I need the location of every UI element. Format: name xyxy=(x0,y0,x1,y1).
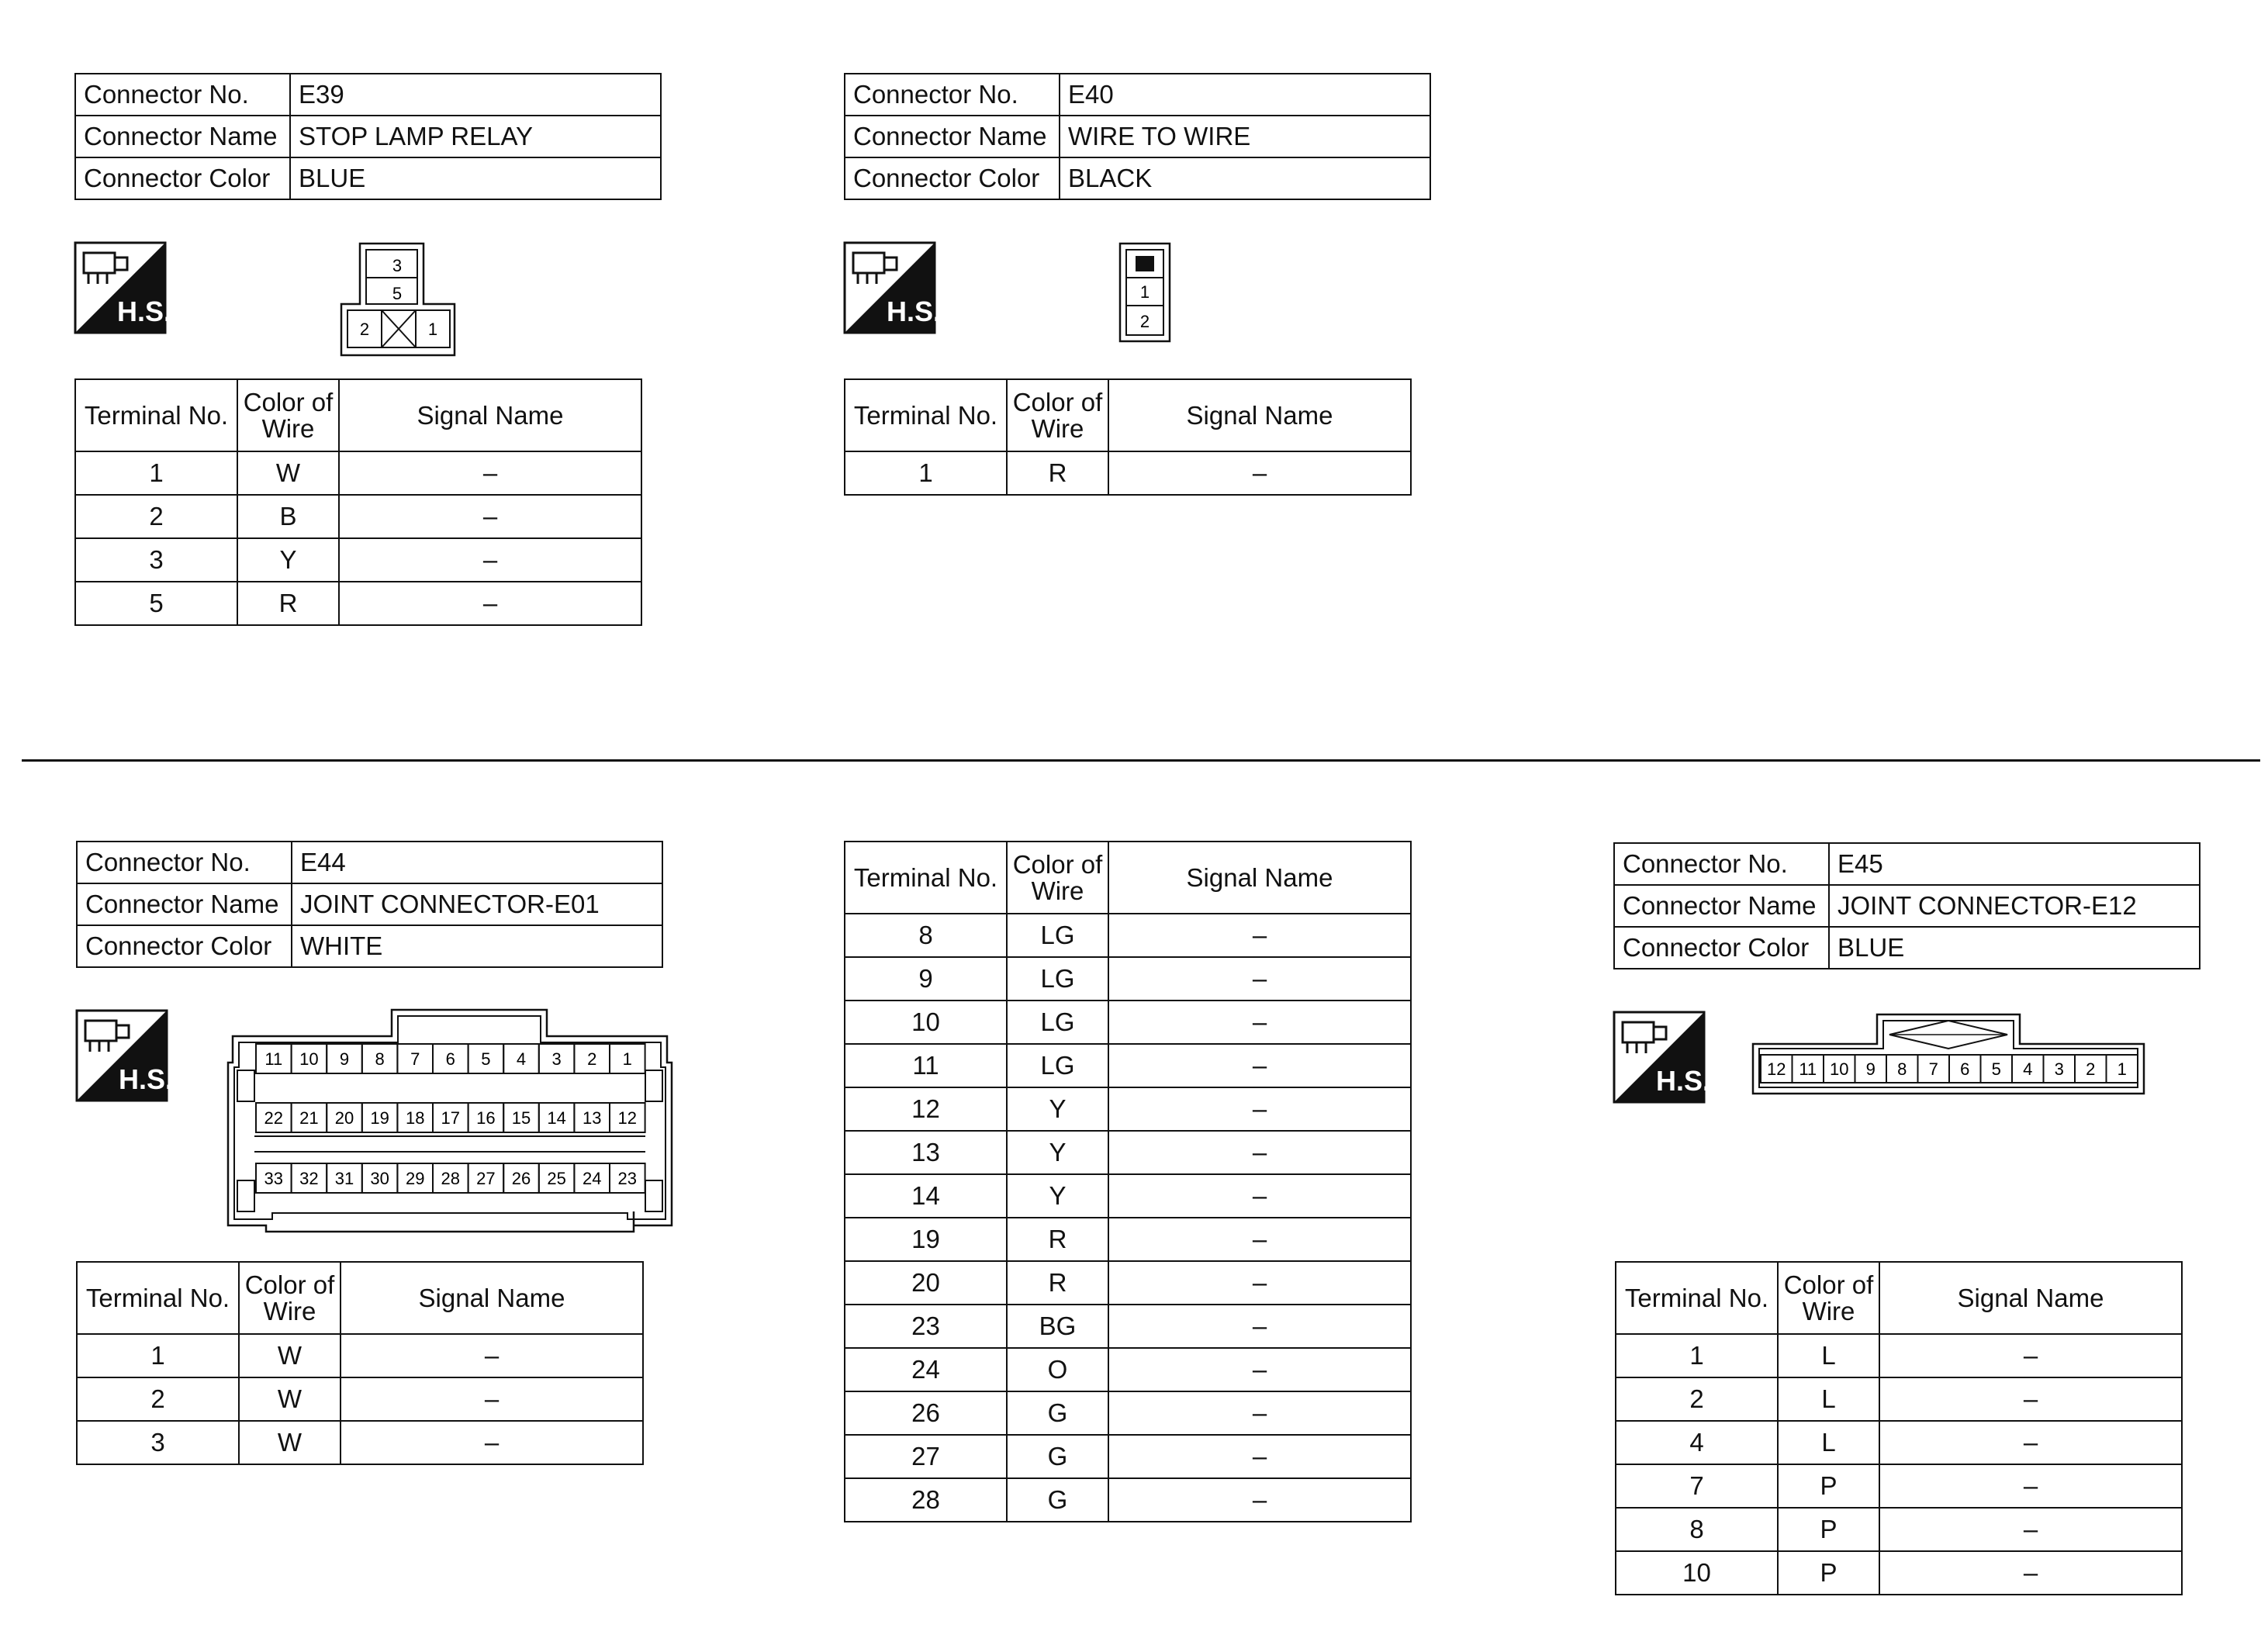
e40-terminal-table xyxy=(844,378,1412,496)
terminal-no: 5 xyxy=(75,582,237,625)
info-label: Connector No. xyxy=(75,74,290,116)
terminal-header-row xyxy=(845,842,1411,914)
terminal-no: 14 xyxy=(845,1174,1007,1218)
pin-label: 15 xyxy=(511,1108,531,1128)
table-row xyxy=(1616,1464,2182,1508)
pin-label: 1 xyxy=(2117,1059,2127,1079)
info-row-name xyxy=(1614,885,2200,927)
header-line: Wire xyxy=(1802,1296,1855,1325)
table-row xyxy=(845,1305,1411,1348)
connector-name-value: JOINT CONNECTOR-E01 xyxy=(292,883,662,925)
table-row xyxy=(1616,1551,2182,1595)
signal-name: – xyxy=(1108,1348,1411,1391)
terminal-no: 20 xyxy=(845,1261,1007,1305)
hs-label: H.S. xyxy=(116,295,172,327)
e40-info-table xyxy=(844,73,1431,200)
wire-color: G xyxy=(1007,1435,1108,1478)
connector-name-value: STOP LAMP RELAY xyxy=(290,116,661,157)
pin-label: 7 xyxy=(410,1049,420,1069)
info-row-name xyxy=(77,883,662,925)
pin-label: 28 xyxy=(441,1169,461,1188)
color-of-wire-header xyxy=(1007,379,1108,451)
color-of-wire-header xyxy=(1778,1262,1879,1334)
pin-label: 8 xyxy=(1897,1059,1907,1079)
terminal-no: 9 xyxy=(845,957,1007,1001)
pin-label: 23 xyxy=(617,1169,638,1188)
pin-label: 10 xyxy=(299,1049,319,1069)
pin-label: 16 xyxy=(476,1108,496,1128)
table-row xyxy=(75,538,641,582)
color-of-wire-header xyxy=(239,1262,341,1334)
signal-name: – xyxy=(1879,1464,2182,1508)
connector-name-value: JOINT CONNECTOR-E12 xyxy=(1829,885,2200,927)
signal-name: – xyxy=(1108,914,1411,957)
signal-name-header: Signal Name xyxy=(341,1262,643,1334)
header-line: Color of xyxy=(1012,387,1103,416)
pin-label: 8 xyxy=(375,1049,385,1069)
pin-label: 25 xyxy=(547,1169,566,1188)
terminal-no: 2 xyxy=(75,495,237,538)
table-row xyxy=(1616,1377,2182,1421)
harness-side-icon xyxy=(74,242,172,334)
signal-name: – xyxy=(1879,1377,2182,1421)
signal-name: – xyxy=(339,495,641,538)
info-label: Connector Color xyxy=(75,157,290,199)
signal-name: – xyxy=(341,1377,643,1421)
table-row xyxy=(77,1334,643,1377)
info-label: Connector No. xyxy=(77,842,292,883)
signal-name-header: Signal Name xyxy=(339,379,641,451)
pin-label: 18 xyxy=(405,1108,425,1128)
pin-label: 13 xyxy=(582,1108,602,1128)
wire-color: BG xyxy=(1007,1305,1108,1348)
connector-color-value: BLACK xyxy=(1060,157,1430,199)
wire-color: O xyxy=(1007,1348,1108,1391)
terminal-no-header: Terminal No. xyxy=(1616,1262,1778,1334)
pin-label: 4 xyxy=(516,1049,527,1069)
table-row xyxy=(75,495,641,538)
connector-no-value: E44 xyxy=(292,842,662,883)
signal-name: – xyxy=(1108,1218,1411,1261)
table-row xyxy=(845,1087,1411,1131)
e45-info-table xyxy=(1613,842,2200,969)
table-row xyxy=(845,1478,1411,1522)
info-row-color xyxy=(75,157,661,199)
pin-label: 2 xyxy=(2086,1059,2096,1079)
wire-color: P xyxy=(1778,1464,1879,1508)
table-row xyxy=(845,1174,1411,1218)
e44-info-table xyxy=(76,841,663,968)
terminal-no-header: Terminal No. xyxy=(77,1262,239,1334)
pin-label: 2 xyxy=(587,1049,597,1069)
terminal-no: 28 xyxy=(845,1478,1007,1522)
wire-color: B xyxy=(237,495,339,538)
connector-color-value: BLUE xyxy=(290,157,661,199)
info-label: Connector Color xyxy=(1614,927,1829,969)
connector-name-value: WIRE TO WIRE xyxy=(1060,116,1430,157)
connector-color-value: WHITE xyxy=(292,925,662,967)
terminal-no-header: Terminal No. xyxy=(845,379,1007,451)
terminal-no: 26 xyxy=(845,1391,1007,1435)
pin-label: 1 xyxy=(427,320,438,339)
signal-name: – xyxy=(341,1334,643,1377)
terminal-no: 1 xyxy=(75,451,237,495)
wire-color: Y xyxy=(237,538,339,582)
e45-terminal-table xyxy=(1615,1261,2183,1595)
table-row xyxy=(845,1391,1411,1435)
color-of-wire-header xyxy=(1007,842,1108,914)
pin-label: 1 xyxy=(622,1049,632,1069)
info-label: Connector Color xyxy=(77,925,292,967)
table-row xyxy=(1616,1421,2182,1464)
signal-name: – xyxy=(1108,1001,1411,1044)
wire-color: P xyxy=(1778,1508,1879,1551)
terminal-no: 1 xyxy=(845,451,1007,495)
e44-connector-diagram xyxy=(226,1008,673,1233)
signal-name: – xyxy=(1108,1391,1411,1435)
wire-color: L xyxy=(1778,1334,1879,1377)
pin-label: 20 xyxy=(334,1108,354,1128)
e39-connector-diagram xyxy=(340,242,458,358)
pin-label: 5 xyxy=(481,1049,491,1069)
table-row xyxy=(845,1218,1411,1261)
info-row-no xyxy=(77,842,662,883)
pin-label: 14 xyxy=(547,1108,566,1128)
wire-color: W xyxy=(239,1334,341,1377)
pin-label: 1 xyxy=(1139,282,1150,302)
terminal-header-row xyxy=(75,379,641,451)
pin-label: 5 xyxy=(1991,1059,2001,1079)
wire-color: LG xyxy=(1007,957,1108,1001)
pin-label: 6 xyxy=(1960,1059,1970,1079)
harness-side-icon xyxy=(844,242,942,334)
terminal-no: 19 xyxy=(845,1218,1007,1261)
wire-color: G xyxy=(1007,1478,1108,1522)
harness-side-icon xyxy=(76,1010,174,1101)
terminal-no: 2 xyxy=(1616,1377,1778,1421)
signal-name: – xyxy=(1108,1131,1411,1174)
terminal-no: 12 xyxy=(845,1087,1007,1131)
pin-label: 33 xyxy=(264,1169,284,1188)
header-line: Color of xyxy=(244,1270,335,1299)
harness-side-icon xyxy=(1613,1011,1711,1103)
wire-color: L xyxy=(1778,1377,1879,1421)
pin-label: 3 xyxy=(392,256,403,275)
terminal-no: 2 xyxy=(77,1377,239,1421)
pin-label: 12 xyxy=(1767,1059,1786,1079)
pin-label: 17 xyxy=(441,1108,461,1128)
info-label: Connector Name xyxy=(75,116,290,157)
signal-name-header: Signal Name xyxy=(1108,842,1411,914)
info-label: Connector Name xyxy=(1614,885,1829,927)
signal-name: – xyxy=(341,1421,643,1464)
pin-label: 12 xyxy=(617,1108,638,1128)
signal-name: – xyxy=(1108,957,1411,1001)
signal-name: – xyxy=(1108,1087,1411,1131)
signal-name: – xyxy=(1108,451,1411,495)
info-row-name xyxy=(75,116,661,157)
header-line: Color of xyxy=(243,387,334,416)
signal-name: – xyxy=(1108,1261,1411,1305)
terminal-no: 1 xyxy=(77,1334,239,1377)
pin-label: 5 xyxy=(392,284,403,303)
info-row-no xyxy=(1614,843,2200,885)
table-row xyxy=(845,1044,1411,1087)
section-divider xyxy=(22,759,2260,762)
e39-terminal-table xyxy=(74,378,642,626)
signal-name: – xyxy=(1108,1305,1411,1348)
wire-color: LG xyxy=(1007,914,1108,957)
table-row xyxy=(75,451,641,495)
header-line: Wire xyxy=(263,1296,316,1325)
signal-name: – xyxy=(1108,1174,1411,1218)
terminal-no: 27 xyxy=(845,1435,1007,1478)
pin-label: 4 xyxy=(2023,1059,2033,1079)
table-row xyxy=(845,1131,1411,1174)
table-row xyxy=(75,582,641,625)
info-row-color xyxy=(77,925,662,967)
pin-label: 30 xyxy=(370,1169,389,1188)
pin-label: 3 xyxy=(2054,1059,2064,1079)
info-row-no xyxy=(845,74,1430,116)
signal-name: – xyxy=(1108,1435,1411,1478)
color-of-wire-header xyxy=(237,379,339,451)
connector-no-value: E40 xyxy=(1060,74,1430,116)
wire-color: W xyxy=(239,1377,341,1421)
signal-name-header: Signal Name xyxy=(1108,379,1411,451)
terminal-no: 3 xyxy=(75,538,237,582)
terminal-no-header: Terminal No. xyxy=(75,379,237,451)
pin-label: 32 xyxy=(299,1169,319,1188)
table-row xyxy=(845,1261,1411,1305)
hs-label: H.S. xyxy=(886,295,942,327)
pin-label: 7 xyxy=(1928,1059,1938,1079)
wire-color: W xyxy=(237,451,339,495)
terminal-no: 24 xyxy=(845,1348,1007,1391)
pin-label: 3 xyxy=(551,1049,562,1069)
connector-no-value: E45 xyxy=(1829,843,2200,885)
table-row xyxy=(845,451,1411,495)
info-label: Connector Name xyxy=(77,883,292,925)
wire-color: R xyxy=(1007,451,1108,495)
signal-name: – xyxy=(339,538,641,582)
header-line: Color of xyxy=(1783,1270,1874,1299)
pin-label: 2 xyxy=(1139,312,1150,331)
terminal-no: 10 xyxy=(1616,1551,1778,1595)
wire-color: W xyxy=(239,1421,341,1464)
pin-label: 2 xyxy=(359,320,370,339)
pin-label: 21 xyxy=(299,1108,319,1128)
signal-name: – xyxy=(1108,1044,1411,1087)
wire-color: P xyxy=(1778,1551,1879,1595)
info-row-name xyxy=(845,116,1430,157)
terminal-no: 13 xyxy=(845,1131,1007,1174)
signal-name: – xyxy=(339,582,641,625)
hs-label: H.S. xyxy=(1655,1065,1711,1097)
header-line: Wire xyxy=(1031,413,1084,443)
pin-label: 31 xyxy=(334,1169,354,1188)
wire-color: G xyxy=(1007,1391,1108,1435)
terminal-no: 11 xyxy=(845,1044,1007,1087)
pin-label: 27 xyxy=(476,1169,496,1188)
wire-color: Y xyxy=(1007,1087,1108,1131)
e40-connector-diagram xyxy=(1118,242,1171,343)
terminal-no: 23 xyxy=(845,1305,1007,1348)
pin-label: 26 xyxy=(511,1169,531,1188)
table-row xyxy=(1616,1508,2182,1551)
table-row xyxy=(845,914,1411,957)
pin-label: 19 xyxy=(370,1108,389,1128)
signal-name: – xyxy=(1879,1334,2182,1377)
wire-color: LG xyxy=(1007,1044,1108,1087)
terminal-no: 8 xyxy=(1616,1508,1778,1551)
terminal-no: 4 xyxy=(1616,1421,1778,1464)
wire-color: R xyxy=(1007,1261,1108,1305)
wire-color: Y xyxy=(1007,1174,1108,1218)
table-row xyxy=(845,1001,1411,1044)
terminal-no: 10 xyxy=(845,1001,1007,1044)
pin-label: 11 xyxy=(1799,1059,1817,1079)
table-row xyxy=(845,1348,1411,1391)
terminal-header-row xyxy=(77,1262,643,1334)
header-line: Color of xyxy=(1012,849,1103,879)
info-label: Connector No. xyxy=(1614,843,1829,885)
info-label: Connector Color xyxy=(845,157,1060,199)
terminal-header-row xyxy=(1616,1262,2182,1334)
header-line: Wire xyxy=(1031,876,1084,905)
signal-name: – xyxy=(339,451,641,495)
connector-color-value: BLUE xyxy=(1829,927,2200,969)
pin-label: 11 xyxy=(264,1049,283,1069)
terminal-no: 1 xyxy=(1616,1334,1778,1377)
info-row-color xyxy=(845,157,1430,199)
pin-label: 10 xyxy=(1830,1059,1849,1079)
info-label: Connector No. xyxy=(845,74,1060,116)
signal-name: – xyxy=(1108,1478,1411,1522)
e44-terminal-table xyxy=(76,1261,644,1465)
wire-color: R xyxy=(1007,1218,1108,1261)
pin-label: 22 xyxy=(264,1108,284,1128)
pin-label: 6 xyxy=(445,1049,455,1069)
table-row xyxy=(845,1435,1411,1478)
pin-label: 9 xyxy=(339,1049,350,1069)
pin-label: 29 xyxy=(405,1169,425,1188)
table-row xyxy=(1616,1334,2182,1377)
hs-label: H.S. xyxy=(118,1063,174,1095)
pin-label: 9 xyxy=(1865,1059,1876,1079)
terminal-no-header: Terminal No. xyxy=(845,842,1007,914)
wire-color: R xyxy=(237,582,339,625)
table-row xyxy=(845,957,1411,1001)
e45-connector-diagram xyxy=(1750,1013,2147,1097)
terminal-no: 8 xyxy=(845,914,1007,957)
pin-label: 24 xyxy=(582,1169,602,1188)
signal-name: – xyxy=(1879,1551,2182,1595)
e44-terminal-table-continued xyxy=(844,841,1412,1522)
e39-info-table xyxy=(74,73,662,200)
terminal-no: 3 xyxy=(77,1421,239,1464)
connector-no-value: E39 xyxy=(290,74,661,116)
table-row xyxy=(77,1421,643,1464)
table-row xyxy=(77,1377,643,1421)
signal-name: – xyxy=(1879,1421,2182,1464)
signal-name-header: Signal Name xyxy=(1879,1262,2182,1334)
info-row-color xyxy=(1614,927,2200,969)
wire-color: L xyxy=(1778,1421,1879,1464)
signal-name: – xyxy=(1879,1508,2182,1551)
wire-color: LG xyxy=(1007,1001,1108,1044)
terminal-header-row xyxy=(845,379,1411,451)
wire-color: Y xyxy=(1007,1131,1108,1174)
terminal-no: 7 xyxy=(1616,1464,1778,1508)
info-label: Connector Name xyxy=(845,116,1060,157)
header-line: Wire xyxy=(261,413,315,443)
info-row-no xyxy=(75,74,661,116)
